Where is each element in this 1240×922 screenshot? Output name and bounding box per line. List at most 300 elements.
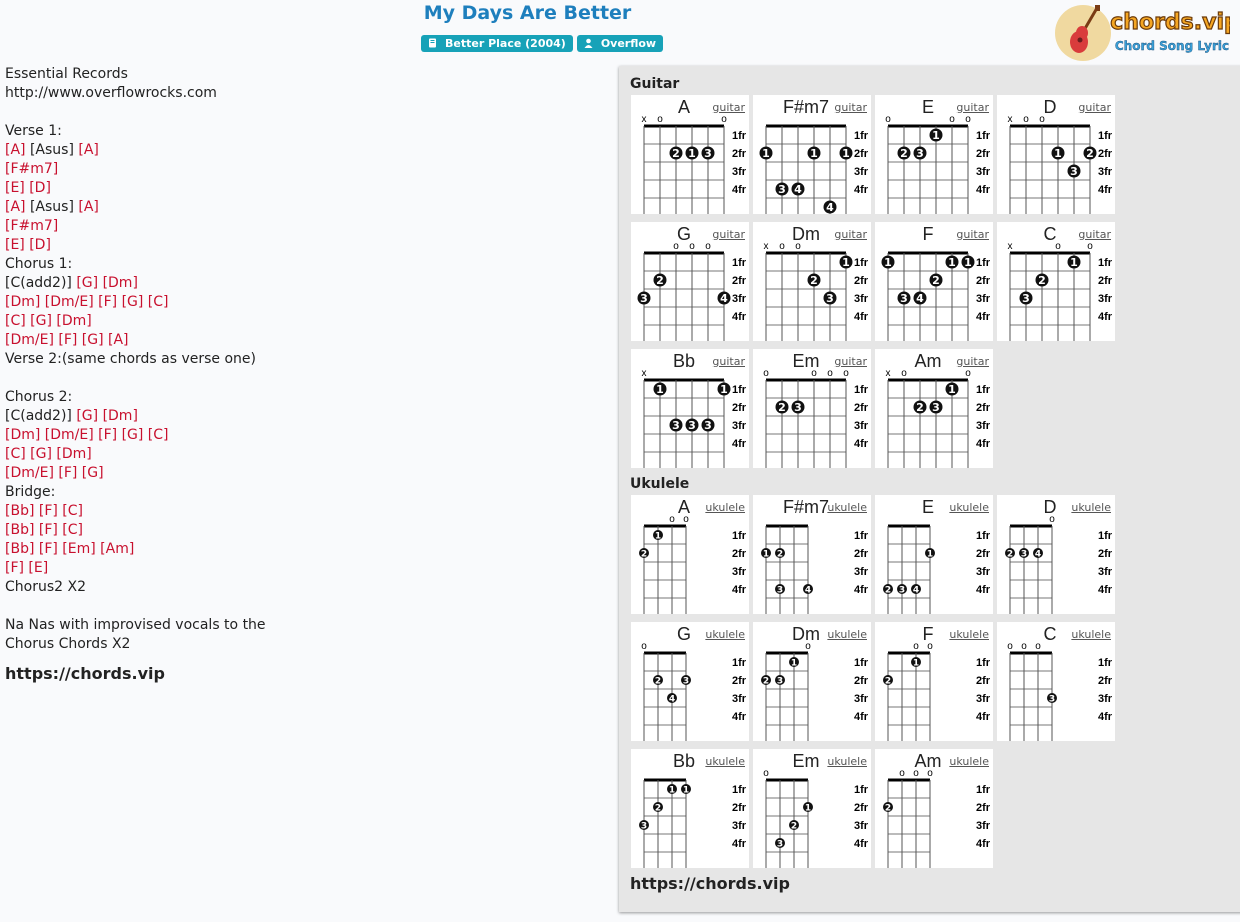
chord-token[interactable]: [Bb] [F] [C] — [5, 522, 83, 538]
fret-label: 4fr — [1098, 311, 1113, 323]
open-string-mark: o — [779, 241, 785, 252]
finger-number: 2 — [932, 274, 940, 287]
chord-name: D — [1043, 497, 1057, 517]
muted-string-mark: x — [1007, 114, 1013, 125]
finger-number: 1 — [926, 549, 934, 560]
finger-dot — [686, 419, 699, 433]
finger-number: 2 — [654, 803, 662, 814]
guitar-link[interactable]: guitar — [834, 228, 867, 241]
finger-dot — [761, 675, 771, 687]
guitar-link[interactable]: guitar — [834, 101, 867, 114]
guitar-chord-card[interactable] — [631, 95, 749, 214]
lyric-line — [5, 445, 605, 464]
lyric-text: Essential Records — [5, 66, 128, 82]
fret-label: 1fr — [854, 257, 869, 269]
fret-label: 4fr — [854, 584, 869, 596]
chord-name: E — [921, 97, 934, 117]
fret-label: 4fr — [1098, 184, 1113, 196]
fret-label: 4fr — [732, 584, 747, 596]
fret-label: 1fr — [1098, 530, 1113, 542]
guitar-chord-card[interactable] — [631, 349, 749, 468]
finger-dot — [1068, 256, 1081, 270]
fret-label: 3fr — [976, 820, 991, 832]
finger-number: 2 — [778, 401, 786, 414]
fret-label: 4fr — [1098, 711, 1113, 723]
guitar-link[interactable]: guitar — [834, 355, 867, 368]
finger-dot — [824, 292, 837, 306]
chord-name: D — [1043, 97, 1057, 117]
fret-label: 2fr — [732, 802, 747, 814]
finger-number: 1 — [654, 531, 662, 542]
fret-label: 4fr — [854, 184, 869, 196]
finger-dot — [654, 383, 667, 397]
fret-label: 2fr — [1098, 675, 1113, 687]
ukulele-link[interactable]: ukulele — [705, 755, 745, 768]
fret-label: 1fr — [976, 530, 991, 542]
finger-number: 1 — [762, 147, 770, 160]
finger-dot — [653, 530, 663, 542]
chord-name: G — [676, 624, 691, 644]
fret-label: 1fr — [732, 657, 747, 669]
chord-name: A — [677, 97, 690, 117]
fret-label: 4fr — [732, 838, 747, 850]
panel-footer-link[interactable]: https://chords.vip — [630, 874, 790, 893]
fret-label: 1fr — [854, 130, 869, 142]
chord-name: Em — [792, 751, 820, 771]
user-icon — [584, 38, 593, 48]
fret-label: 4fr — [976, 438, 991, 450]
fret-label: 2fr — [976, 148, 991, 160]
fret-label: 2fr — [976, 275, 991, 287]
fret-label: 3fr — [976, 566, 991, 578]
finger-number: 3 — [776, 585, 784, 596]
lyric-text: Chorus2 X2 — [5, 579, 86, 595]
fret-label: 2fr — [732, 675, 747, 687]
finger-number: 2 — [654, 676, 662, 687]
open-string-mark: o — [1087, 241, 1093, 252]
chord-token[interactable]: [C] [G] [Dm] — [5, 313, 92, 329]
finger-number: 1 — [688, 147, 696, 160]
chord-token[interactable]: [F#m7] — [5, 218, 59, 234]
guitar-link[interactable]: guitar — [956, 228, 989, 241]
open-string-mark: o — [965, 368, 971, 379]
finger-number: 1 — [912, 658, 920, 669]
fret-label: 1fr — [732, 784, 747, 796]
fret-label: 3fr — [1098, 693, 1113, 705]
finger-dot — [1036, 274, 1049, 288]
open-string-mark: o — [805, 641, 811, 652]
chord-token[interactable]: [Bb] [F] [C] — [5, 503, 83, 519]
ukulele-chord-card[interactable] — [997, 495, 1115, 614]
finger-dot — [792, 183, 805, 197]
finger-dot — [761, 548, 771, 560]
chord-token[interactable]: [F#m7] — [5, 161, 59, 177]
open-string-mark: o — [811, 368, 817, 379]
fret-label: 3fr — [976, 420, 991, 432]
fret-label: 3fr — [854, 293, 869, 305]
fret-label: 2fr — [976, 402, 991, 414]
lyric-line — [5, 122, 605, 141]
lyric-line — [5, 388, 605, 407]
lyric-line — [5, 521, 605, 540]
logo-subtitle: Chord Song Lyric — [1114, 39, 1230, 53]
ukulele-section-label: Ukulele — [630, 476, 690, 492]
lyric-line — [5, 578, 605, 597]
fret-label: 1fr — [1098, 657, 1113, 669]
guitar-link[interactable]: guitar — [1078, 228, 1111, 241]
finger-number: 3 — [682, 676, 690, 687]
muted-string-mark: x — [641, 114, 647, 125]
ukulele-chord-card[interactable] — [875, 622, 993, 741]
fret-label: 4fr — [854, 311, 869, 323]
guitar-chord-card[interactable] — [997, 95, 1115, 214]
lyric-line — [5, 293, 605, 312]
chord-token[interactable]: [C] [G] [Dm] — [5, 446, 92, 462]
finger-dot — [702, 419, 715, 433]
fret-label: 2fr — [854, 548, 869, 560]
fret-label: 3fr — [1098, 166, 1113, 178]
ukulele-chord-card[interactable] — [997, 622, 1115, 741]
ukulele-chord-card[interactable] — [875, 749, 993, 868]
album-badge-label: Better Place (2004) — [445, 36, 566, 50]
finger-dot — [686, 147, 699, 161]
fret-label: 1fr — [854, 784, 869, 796]
fret-label: 2fr — [1098, 148, 1113, 160]
ukulele-chord-card[interactable] — [631, 749, 749, 868]
finger-number: 2 — [762, 676, 770, 687]
artist-badge[interactable] — [577, 35, 663, 52]
open-string-mark: o — [843, 368, 849, 379]
fret-label: 1fr — [732, 257, 747, 269]
open-string-mark: o — [1039, 114, 1045, 125]
finger-dot — [776, 183, 789, 197]
finger-dot — [1020, 292, 1033, 306]
finger-number: 3 — [776, 676, 784, 687]
muted-string-mark: x — [641, 368, 647, 379]
guitar-chord-card[interactable] — [875, 95, 993, 214]
guitar-chord-card[interactable] — [753, 349, 871, 468]
lyric-line — [5, 331, 605, 350]
chord-token[interactable]: [Dm/E] [F] [G] — [5, 465, 104, 481]
chord-token[interactable]: [Dm/E] [F] [G] [A] — [5, 332, 129, 348]
fret-label: 4fr — [976, 711, 991, 723]
fret-label: 4fr — [976, 584, 991, 596]
finger-number: 2 — [776, 549, 784, 560]
finger-dot — [803, 584, 813, 596]
ukulele-link[interactable]: ukulele — [949, 628, 989, 641]
finger-number: 1 — [948, 383, 956, 396]
finger-dot — [789, 657, 799, 669]
fret-label: 1fr — [854, 657, 869, 669]
fret-label: 2fr — [732, 275, 747, 287]
ukulele-link[interactable]: ukulele — [949, 755, 989, 768]
fret-label: 1fr — [1098, 130, 1113, 142]
finger-number: 3 — [640, 821, 648, 832]
finger-number: 1 — [964, 256, 972, 269]
open-string-mark: o — [763, 768, 769, 779]
finger-number: 3 — [776, 839, 784, 850]
chord-name: Bb — [672, 351, 696, 371]
chord-name: C — [1043, 624, 1057, 644]
finger-number: 4 — [916, 292, 924, 305]
fret-label: 4fr — [1098, 584, 1113, 596]
badge-row — [421, 35, 663, 52]
fret-label: 3fr — [732, 693, 747, 705]
lyric-line — [5, 426, 605, 445]
chord-token[interactable]: [G] [Dm] — [76, 408, 138, 424]
lyric-line — [5, 160, 605, 179]
fret-label: 2fr — [854, 675, 869, 687]
guitar-chord-card[interactable] — [753, 95, 871, 214]
open-string-mark: o — [657, 114, 663, 125]
chord-token[interactable]: [G] [Dm] — [76, 275, 138, 291]
guitar-chord-card[interactable] — [875, 349, 993, 468]
chord-name: Bb — [672, 751, 696, 771]
finger-dot — [1068, 165, 1081, 179]
finger-dot — [670, 419, 683, 433]
guitar-chord-card[interactable] — [753, 222, 871, 341]
lyric-line — [5, 255, 605, 274]
finger-dot — [775, 675, 785, 687]
finger-dot — [653, 802, 663, 814]
open-string-mark: o — [949, 114, 955, 125]
fret-label: 2fr — [1098, 275, 1113, 287]
fret-label: 4fr — [732, 311, 747, 323]
finger-dot — [914, 147, 927, 161]
finger-number: 3 — [826, 292, 834, 305]
fret-label: 1fr — [1098, 257, 1113, 269]
finger-number: 1 — [1054, 147, 1062, 160]
finger-dot — [946, 383, 959, 397]
finger-number: 3 — [640, 292, 648, 305]
finger-dot — [803, 802, 813, 814]
finger-dot — [808, 147, 821, 161]
lyric-text: Chorus 2: — [5, 389, 73, 405]
finger-number: 4 — [1034, 549, 1042, 560]
chord-token[interactable]: [A] — [5, 199, 26, 215]
ukulele-link[interactable]: ukulele — [949, 501, 989, 514]
finger-number: 2 — [672, 147, 680, 160]
fret-label: 1fr — [732, 530, 747, 542]
lyrics-block — [5, 65, 605, 683]
guitar-link[interactable]: guitar — [712, 355, 745, 368]
lyric-line — [5, 616, 605, 635]
finger-number: 1 — [1070, 256, 1078, 269]
fret-label: 3fr — [854, 166, 869, 178]
fret-label: 2fr — [1098, 548, 1113, 560]
guitar-chord-card[interactable] — [631, 222, 749, 341]
open-string-mark: o — [1007, 641, 1013, 652]
chord-token[interactable]: [Bb] [F] [Em] [Am] — [5, 541, 135, 557]
chord-token[interactable]: [E] [D] — [5, 180, 51, 196]
finger-number: 4 — [794, 183, 802, 196]
open-string-mark: o — [927, 641, 933, 652]
fret-label: 2fr — [854, 275, 869, 287]
finger-number: 1 — [790, 658, 798, 669]
finger-number: 4 — [912, 585, 920, 596]
finger-number: 2 — [656, 274, 664, 287]
finger-dot — [775, 548, 785, 560]
guitar-link[interactable]: guitar — [712, 101, 745, 114]
fret-label: 3fr — [976, 293, 991, 305]
ukulele-chord-card[interactable] — [631, 495, 749, 614]
finger-dot — [930, 274, 943, 288]
fret-label: 3fr — [976, 166, 991, 178]
finger-number: 1 — [932, 129, 940, 142]
open-string-mark: o — [901, 368, 907, 379]
chord-token[interactable]: [A] — [78, 142, 99, 158]
open-string-mark: o — [1035, 641, 1041, 652]
lyric-text: [C(add2)] — [5, 275, 77, 291]
fret-label: 2fr — [854, 802, 869, 814]
finger-number: 2 — [884, 585, 892, 596]
finger-number: 2 — [1006, 549, 1014, 560]
fret-label: 3fr — [854, 420, 869, 432]
ukulele-chord-card[interactable] — [875, 495, 993, 614]
finger-dot — [775, 584, 785, 596]
finger-dot — [653, 675, 663, 687]
finger-dot — [930, 401, 943, 415]
finger-dot — [792, 401, 805, 415]
finger-dot — [883, 584, 893, 596]
finger-number: 3 — [898, 585, 906, 596]
open-string-mark: o — [683, 514, 689, 525]
finger-dot — [898, 292, 911, 306]
finger-number: 2 — [900, 147, 908, 160]
site-logo[interactable] — [1055, 2, 1230, 64]
chord-token[interactable]: [A] — [78, 199, 99, 215]
open-string-mark: o — [885, 114, 891, 125]
lyric-line — [5, 635, 605, 654]
finger-dot — [897, 584, 907, 596]
ukulele-link[interactable]: ukulele — [1071, 628, 1111, 641]
finger-dot — [1052, 147, 1065, 161]
finger-dot — [681, 784, 691, 796]
finger-dot — [882, 256, 895, 270]
blank-line — [5, 103, 605, 122]
fret-label: 2fr — [732, 148, 747, 160]
finger-number: 3 — [1022, 292, 1030, 305]
open-string-mark: o — [965, 114, 971, 125]
fret-label: 1fr — [854, 530, 869, 542]
muted-string-mark: x — [1007, 241, 1013, 252]
fret-label: 2fr — [732, 548, 747, 560]
ukulele-chord-card[interactable] — [631, 622, 749, 741]
guitar-link[interactable]: guitar — [956, 355, 989, 368]
fret-label: 2fr — [732, 402, 747, 414]
guitar-chord-card[interactable] — [875, 222, 993, 341]
fret-label: 3fr — [1098, 293, 1113, 305]
fret-label: 2fr — [854, 148, 869, 160]
lyric-text: Bridge: — [5, 484, 56, 500]
finger-dot — [789, 820, 799, 832]
ukulele-link[interactable]: ukulele — [705, 628, 745, 641]
finger-dot — [930, 129, 943, 143]
finger-number: 1 — [884, 256, 892, 269]
fret-label: 1fr — [976, 384, 991, 396]
finger-number: 1 — [842, 147, 850, 160]
lyric-line — [5, 217, 605, 236]
fret-label: 3fr — [732, 166, 747, 178]
fret-label: 4fr — [732, 438, 747, 450]
fret-label: 4fr — [732, 184, 747, 196]
chord-name: Dm — [792, 224, 820, 244]
fret-label: 1fr — [976, 784, 991, 796]
guitar-section-label: Guitar — [630, 76, 680, 92]
lyric-line — [5, 483, 605, 502]
fret-label: 4fr — [854, 838, 869, 850]
finger-dot — [914, 292, 927, 306]
ukulele-chord-card[interactable] — [753, 749, 871, 868]
finger-number: 2 — [916, 401, 924, 414]
finger-number: 2 — [810, 274, 818, 287]
chord-token[interactable]: [F] [E] — [5, 560, 49, 576]
finger-number: 2 — [790, 821, 798, 832]
finger-number: 4 — [826, 201, 834, 214]
album-badge[interactable] — [421, 35, 573, 52]
ukulele-chord-card[interactable] — [753, 495, 871, 614]
chord-name: E — [921, 497, 934, 517]
ukulele-link[interactable]: ukulele — [1071, 501, 1111, 514]
ukulele-link[interactable]: ukulele — [827, 501, 867, 514]
fret-label: 3fr — [854, 820, 869, 832]
guitar-link[interactable]: guitar — [956, 101, 989, 114]
chord-token[interactable]: [Dm] [Dm/E] [F] [G] [C] — [5, 427, 169, 443]
open-string-mark: o — [641, 641, 647, 652]
finger-number: 1 — [810, 147, 818, 160]
lyric-line — [5, 274, 605, 293]
fret-label: 2fr — [976, 802, 991, 814]
open-string-mark: o — [913, 641, 919, 652]
chord-name: Dm — [792, 624, 820, 644]
chord-token[interactable]: [Dm] [Dm/E] [F] [G] [C] — [5, 294, 169, 310]
chord-token[interactable]: [A] — [5, 142, 26, 158]
finger-dot — [962, 256, 975, 270]
ukulele-link[interactable]: ukulele — [827, 628, 867, 641]
finger-number: 1 — [948, 256, 956, 269]
ukulele-link[interactable]: ukulele — [705, 501, 745, 514]
finger-number: 2 — [1086, 147, 1094, 160]
lyric-line — [5, 540, 605, 559]
fret-label: 1fr — [976, 657, 991, 669]
guitar-link[interactable]: guitar — [1078, 101, 1111, 114]
ukulele-chord-card[interactable] — [753, 622, 871, 741]
lyric-line — [5, 407, 605, 426]
guitar-chord-card[interactable] — [997, 222, 1115, 341]
chord-diagram-panel — [619, 66, 1240, 912]
lyrics-footer-link[interactable]: https://chords.vip — [5, 664, 165, 683]
finger-dot — [776, 401, 789, 415]
finger-number: 1 — [682, 785, 690, 796]
lyric-text: Verse 1: — [5, 123, 62, 139]
finger-number: 3 — [672, 419, 680, 432]
finger-number: 3 — [916, 147, 924, 160]
finger-dot — [946, 256, 959, 270]
finger-dot — [639, 820, 649, 832]
fret-label: 3fr — [1098, 566, 1113, 578]
lyric-text: Verse 2:(same chords as verse one) — [5, 351, 257, 367]
chord-name: F#m7 — [782, 97, 829, 117]
fret-label: 2fr — [854, 402, 869, 414]
chord-name: G — [676, 224, 691, 244]
chord-token[interactable]: [E] [D] — [5, 237, 51, 253]
guitar-link[interactable]: guitar — [712, 228, 745, 241]
lyric-text: Chorus Chords X2 — [5, 636, 131, 652]
finger-number: 1 — [762, 549, 770, 560]
ukulele-link[interactable]: ukulele — [827, 755, 867, 768]
finger-dot — [702, 147, 715, 161]
open-string-mark: o — [673, 241, 679, 252]
